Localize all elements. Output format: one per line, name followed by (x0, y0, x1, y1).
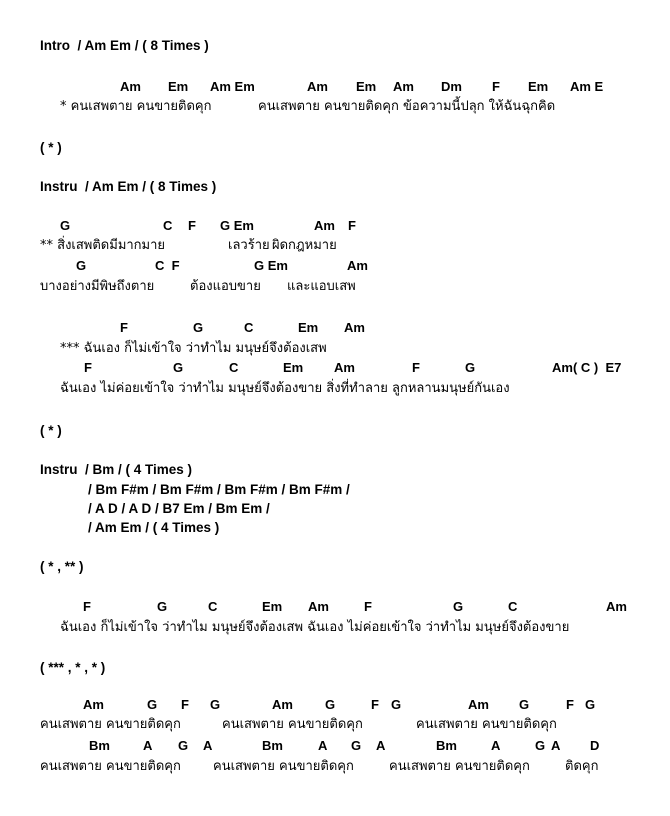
chorus-chords-2-chord: C (229, 360, 239, 375)
chorus-chords-1-chord: C (244, 320, 254, 335)
chorus-chords-1-chord: G (193, 320, 204, 335)
verse-lyric-1-segment: คนเสพตาย คนขายติดคุก ข้อความนี้ปลุก ให้ฉันฉุกคิด (258, 99, 556, 114)
verse2-chords-2-chord: C F (155, 258, 180, 273)
outro-chords-1-chord: F (371, 697, 379, 712)
outro-chords-1-chord: Am (83, 697, 104, 712)
instru-line-2-segment: Instru / Bm / ( 4 Times ) (40, 462, 193, 477)
outro-chords-2-chord: A (491, 738, 501, 753)
verse-chords-1-chord: Am (393, 79, 414, 94)
verse-chords-1-chord: Am (307, 79, 328, 94)
verse2-chords-2-chord: G Em (254, 258, 288, 273)
outro-chords-2-chord: G (178, 738, 189, 753)
bridge-lyric-segment: ฉันเอง ก็ไม่เข้าใจ ว่าทำไม มนุษย์จึงต้องเสพ ฉันเอง ไม่ค่อยเข้าใจ ว่าทำไม มนุษย์จึงต้องขาย (60, 620, 570, 635)
verse-chords-1-chord: Am E (570, 79, 604, 94)
verse2-chords-1-chord: F (348, 218, 356, 233)
bridge-chords-chord: Am (606, 599, 627, 614)
outro-chords-2-chord: A (143, 738, 153, 753)
chorus-lyric-1-segment: *** ฉันเอง ก็ไม่เข้าใจ ว่าทำไม มนุษย์จึงต้องเสพ (60, 341, 327, 356)
outro-lyric-2-segment: คนเสพตาย คนขายติดคุก (213, 759, 354, 774)
chorus-chords-2-chord: Am (334, 360, 355, 375)
outro-lyric-1-segment: คนเสพตาย คนขายติดคุก (40, 717, 181, 732)
verse-chords-1-chord: Em (168, 79, 189, 94)
verse-chords-1-chord: Am (120, 79, 141, 94)
outro-chords-1-chord: G (147, 697, 158, 712)
verse2-chords-2-chord: G (76, 258, 87, 273)
verse2-chords-1-chord: G Em (220, 218, 254, 233)
verse2-lyric-2-segment: บางอย่างมีพิษถึงตาย (40, 279, 155, 294)
verse-chords-1-chord: Dm (441, 79, 462, 94)
verse2-chords-1-chord: G (60, 218, 71, 233)
verse-chords-1-chord: Em (528, 79, 549, 94)
verse-chords-1-chord: Am Em (210, 79, 255, 94)
verse2-lyric-2-segment: และแอบเสพ (287, 279, 356, 294)
instru-line-5-segment: / Am Em / ( 4 Times ) (88, 520, 220, 535)
outro-chords-2-chord: A (551, 738, 561, 753)
outro-chords-1-chord: G (210, 697, 221, 712)
instru-line-1-segment: Instru / Am Em / ( 8 Times ) (40, 179, 217, 194)
outro-lyric-2-segment: คนเสพตาย คนขายติดคุก (40, 759, 181, 774)
outro-lyric-2-segment: คนเสพตาย คนขายติดคุก (389, 759, 530, 774)
chorus-chords-1-chord: Am (344, 320, 365, 335)
verse2-chords-2-chord: Am (347, 258, 368, 273)
bridge-chords-chord: F (364, 599, 372, 614)
bridge-chords-chord: Am (308, 599, 329, 614)
bridge-chords-chord: Em (262, 599, 283, 614)
outro-lyric-2-segment: ติดคุก (565, 759, 599, 774)
intro-line-segment: Intro / Am Em / ( 8 Times ) (40, 38, 209, 53)
chorus-chords-2-chord: Am( C ) E7 (552, 360, 622, 375)
chorus-lyric-2-segment: ฉันเอง ไม่ค่อยเข้าใจ ว่าทำไม มนุษย์จึงต้องขาย สิ่งที่ทำลาย ลูกหลานมนุษย์กันเอง (60, 381, 510, 396)
repeat-marker-1-segment: ( * ) (40, 140, 62, 155)
outro-chords-1-chord: G (325, 697, 336, 712)
outro-chords-1-chord: Am (272, 697, 293, 712)
verse-lyric-1-segment: * คนเสพตาย คนขายติดคุก (60, 99, 212, 114)
chorus-chords-2-chord: F (84, 360, 92, 375)
outro-chords-2-chord: Bm (89, 738, 110, 753)
chorus-chords-1-chord: F (120, 320, 128, 335)
verse-chords-1-chord: Em (356, 79, 377, 94)
repeat-marker-4-segment: ( *** , * , * ) (40, 660, 106, 675)
bridge-chords-chord: C (508, 599, 518, 614)
outro-chords-2-chord: A (376, 738, 386, 753)
verse2-chords-1-chord: C (163, 218, 173, 233)
bridge-chords-chord: C (208, 599, 218, 614)
repeat-marker-3-segment: ( * , ** ) (40, 559, 84, 574)
instru-line-4-segment: / A D / A D / B7 Em / Bm Em / (88, 501, 270, 516)
outro-lyric-1-segment: คนเสพตาย คนขายติดคุก (416, 717, 557, 732)
outro-lyric-1-segment: คนเสพตาย คนขายติดคุก (222, 717, 363, 732)
outro-chords-2-chord: Bm (436, 738, 457, 753)
repeat-marker-2-segment: ( * ) (40, 423, 62, 438)
bridge-chords-chord: G (453, 599, 464, 614)
chorus-chords-2-chord: Em (283, 360, 304, 375)
outro-chords-1-chord: F (181, 697, 189, 712)
outro-chords-2-chord: G (351, 738, 362, 753)
outro-chords-2-chord: Bm (262, 738, 283, 753)
bridge-chords-chord: G (157, 599, 168, 614)
verse2-lyric-1-segment: ** สิ่งเสพติดมีมากมาย (40, 238, 166, 253)
outro-chords-1-chord: G (391, 697, 402, 712)
outro-chords-1-chord: G (585, 697, 596, 712)
outro-chords-2-chord: A (203, 738, 213, 753)
outro-chords-1-chord: F (566, 697, 574, 712)
verse2-chords-1-chord: F (188, 218, 196, 233)
chorus-chords-1-chord: Em (298, 320, 319, 335)
verse2-lyric-2-segment: ต้องแอบขาย (190, 279, 261, 294)
verse2-lyric-1-segment: เลวร้าย (228, 238, 270, 253)
outro-chords-1-chord: G (519, 697, 530, 712)
outro-chords-2-chord: D (590, 738, 600, 753)
instru-line-3-segment: / Bm F#m / Bm F#m / Bm F#m / Bm F#m / (88, 482, 350, 497)
bridge-chords-chord: F (83, 599, 91, 614)
outro-chords-2-chord: A (318, 738, 328, 753)
chorus-chords-2-chord: F (412, 360, 420, 375)
verse2-lyric-1-segment: ผิดกฎหมาย (272, 238, 337, 253)
chorus-chords-2-chord: G (173, 360, 184, 375)
verse2-chords-1-chord: Am (314, 218, 335, 233)
verse-chords-1-chord: F (492, 79, 500, 94)
outro-chords-2-chord: G (535, 738, 546, 753)
chorus-chords-2-chord: G (465, 360, 476, 375)
outro-chords-1-chord: Am (468, 697, 489, 712)
